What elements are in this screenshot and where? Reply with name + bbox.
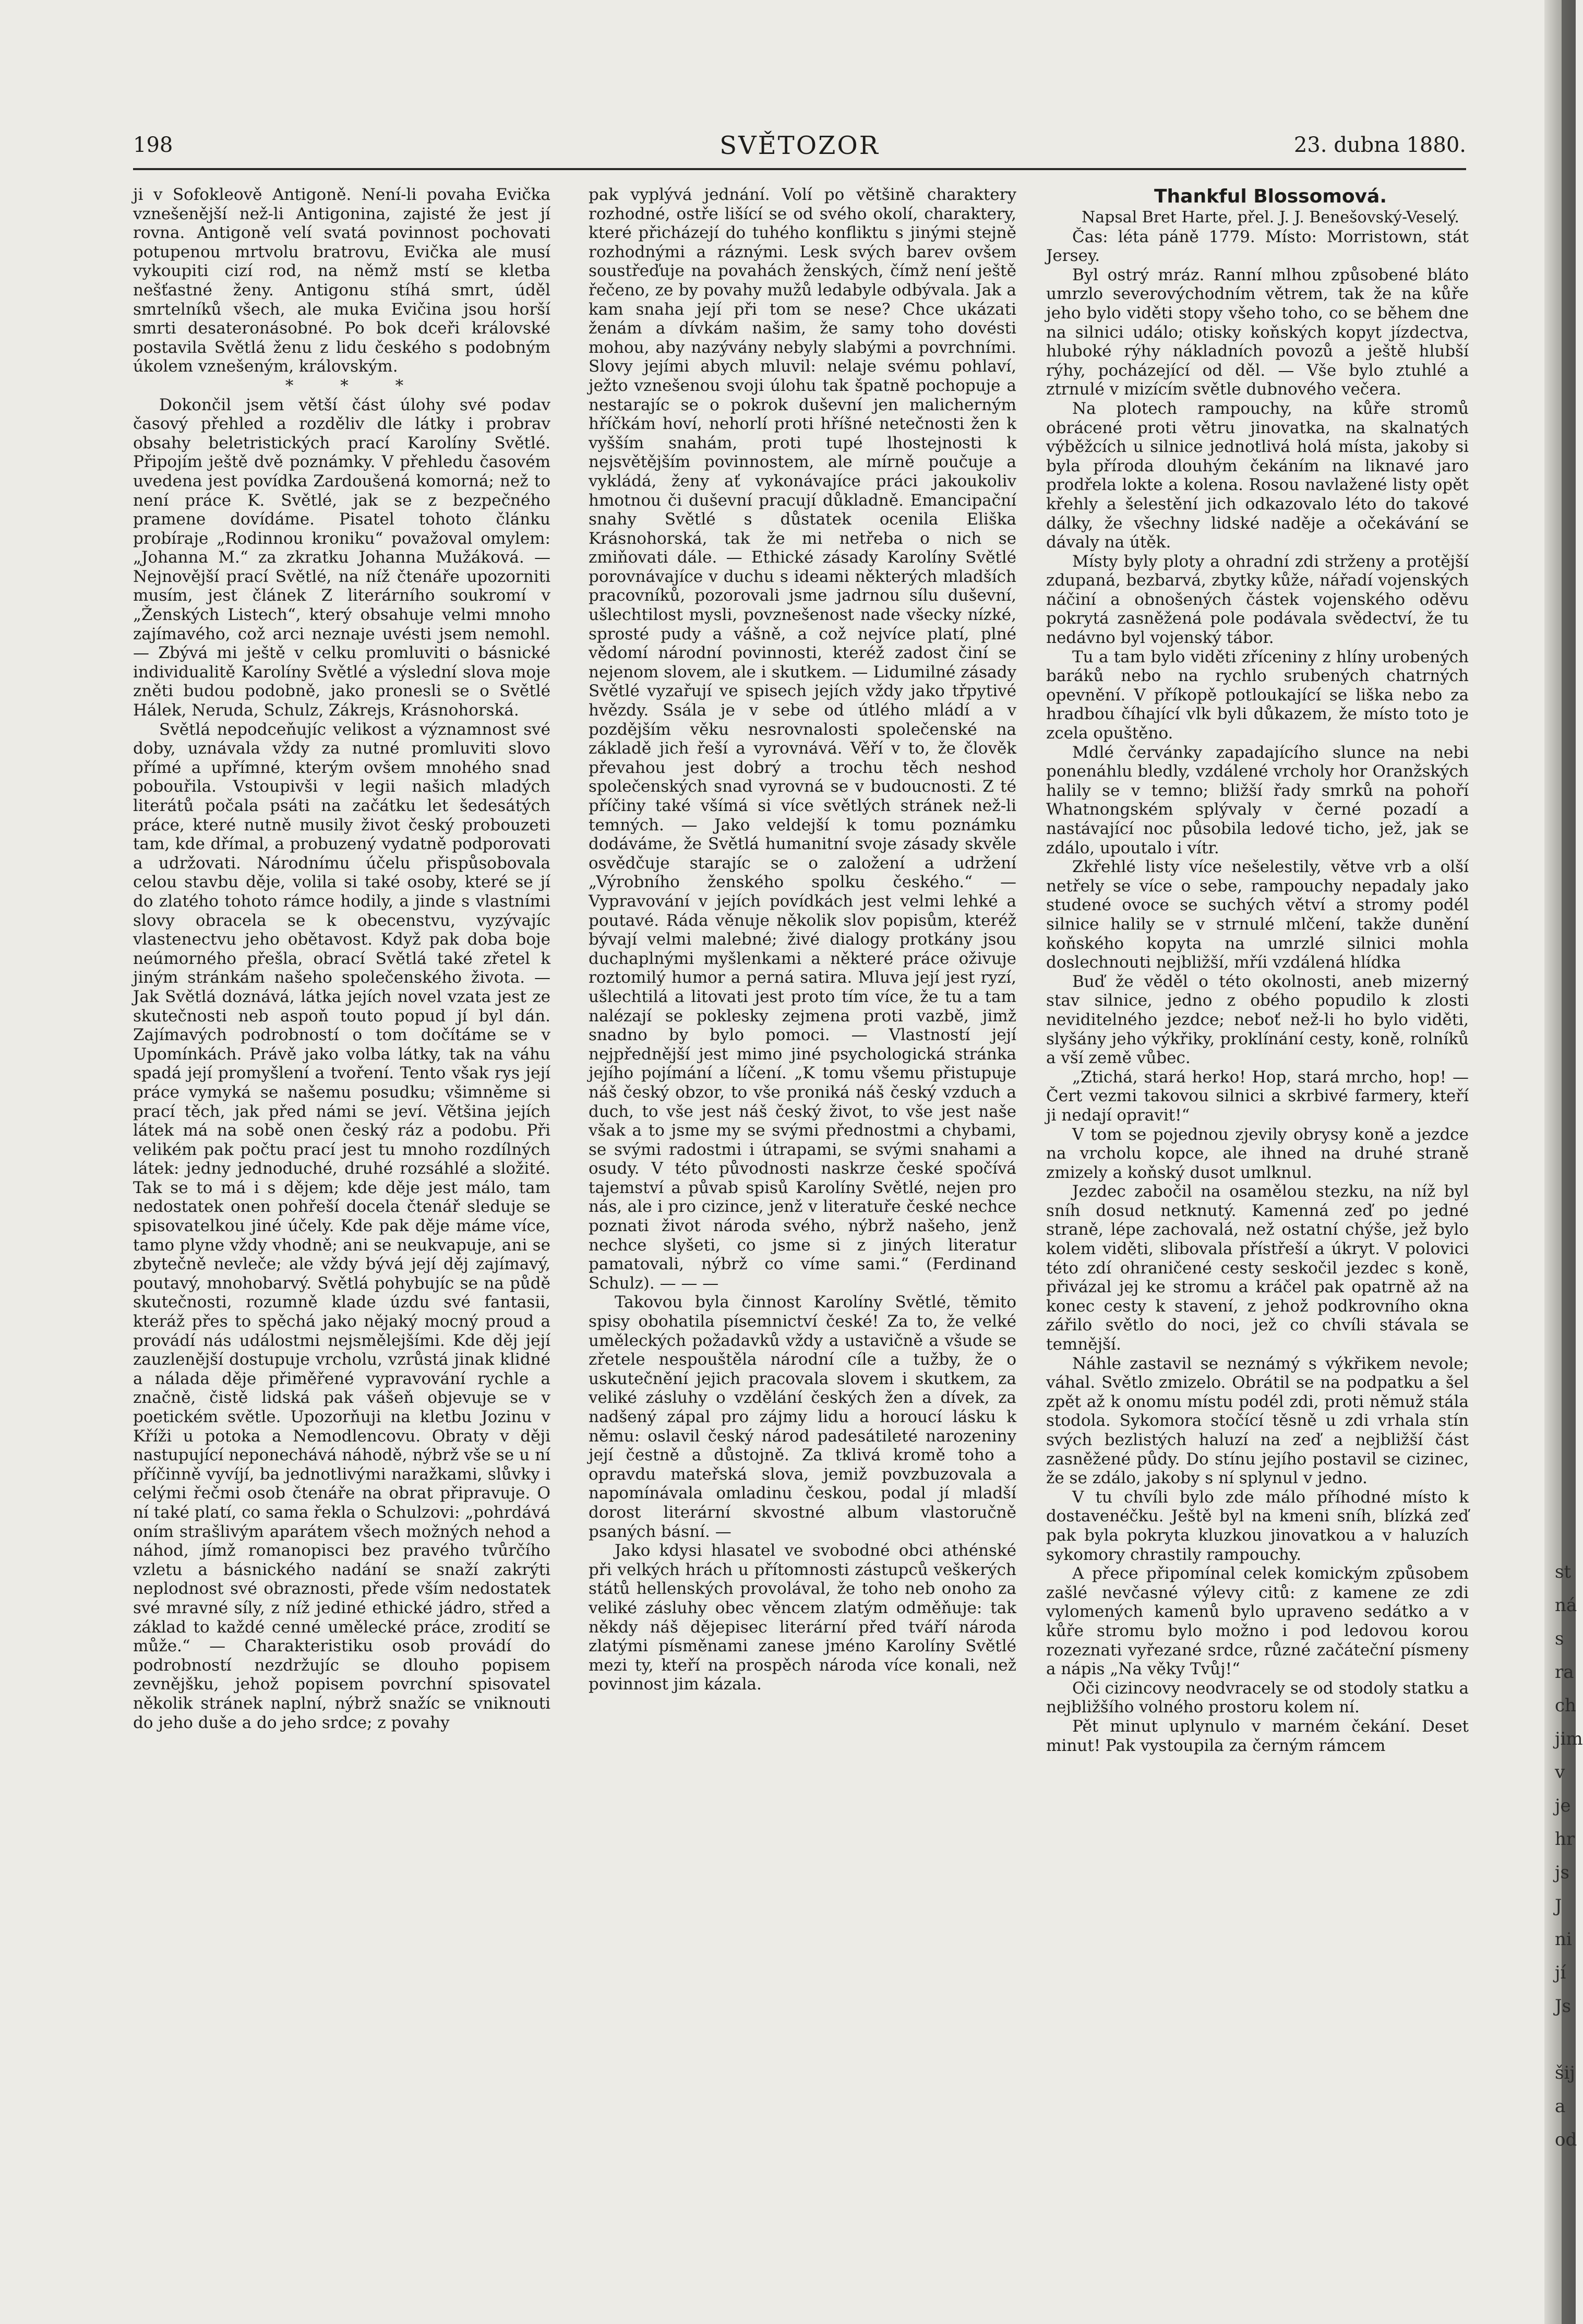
paragraph: Takovou byla činnost Karolíny Světlé, těmito spisy obohatila písemnictví české! Za to, že velké uměleckých požadavků vždy a ustavičně a všude se zřetele nespouštěla národní cíle a tužby, že o uskutečnění jejich pracovala slovem i skutkem, za veliké zásluhy o vzdělání českých žen a dívek, za nadšený zápal pro zájmy lidu a horoucí lásku k němu: oslavil český národ padesátileté narozeniny její čestně a důstojně. Za tklivá kromě toho a opravdu mateřská slova, jemiž povzbuzovala a napomínávala omladinu českou, podal jí mladší dorost literární skvostné album vlastoručně psaných básní. — xyxy=(589,1293,1016,1541)
header-rule xyxy=(133,168,1466,170)
fragment: ná xyxy=(1555,1595,1577,1616)
paragraph: V tom se pojednou zjevily obrysy koně a jezdce na vrcholu kopce, ale ihned na druhé straně zmizely a koňský dusot umlknul. xyxy=(1046,1125,1469,1182)
paragraph: „Ztichá, stará herko! Hop, stará mrcho, hop! — Čert vezmi takovou silnici a skrbivé farmery, kteří ji nedají opravit!“ xyxy=(1046,1067,1469,1125)
fragment: je xyxy=(1555,1795,1571,1816)
paragraph: Oči cizincovy neodvracely se od stodoly statku a nejbližšího volného prostoru kolem ní. xyxy=(1046,1678,1469,1717)
issue-date: 23. dubna 1880. xyxy=(1293,133,1466,157)
fragment xyxy=(1555,2023,1576,2056)
fragment: ch xyxy=(1555,1695,1576,1716)
paragraph: Dokončil jsem větší část úlohy své podav časový přehled a rozděliv dle látky i probrav obsahy beletristických prací Karolíny Světlé. Připojím ještě dvě poznámky. V přehledu časovém uvedena jest povídka Zardoušená komorná; než to není práce K. Světlé, jak se z bezpečného pramene dovídáme. Pisatel tohoto článku probíraje „Rodinnou kroniku“ považoval omylem: „Johanna M.“ za zkratku Johanna Mužáková. — Nejnovější prací Světlé, na níž čtenáře upozorniti musím, jest článek Z literárního soukromí v „Ženských Listech“, který obsahuje velmi mnoho zajímavého, což arci neznaje uvésti jsem nemohl. — Zbývá mi ještě v celku promluviti o básnické individualitě Karolíny Světlé a výslední slova moje zněti budou podobně, jako pronesli se o Světlé Hálek, Neruda, Schulz, Zákrejs, Krásnohorská. xyxy=(133,395,550,720)
fragment: šij xyxy=(1555,2063,1575,2083)
paragraph: Tu a tam bylo viděti zříceniny z hlíny urobených baráků nebo na rychlo srubených chatrných opevnění. V příkopě potloukající se liška nebo za hradbou číhající vlk byli důkazem, že místo toto je zcela opuštěno. xyxy=(1046,647,1469,743)
article-title: Thankful Blossomová. xyxy=(1154,186,1387,207)
fragment: a xyxy=(1555,2096,1566,2117)
paragraph: Buď že věděl o této okolnosti, aneb mizerný stav silnice, jedno z obého popudilo k zlosti neviditelného jezdce; neboť než-li ho bylo viděti, slyšány jeho výkřiky, proklínání cesty, koně, rolníků a vší země vůbec. xyxy=(1046,972,1469,1068)
fragment: J xyxy=(1555,1896,1562,1916)
paragraph: Jako kdysi hlasatel ve svobodné obci athénské při velkých hrách u přítomnosti zástupců veškerých států hellenských provolával, že toho neb onoho za veliké zásluhy obec věncem zlatým odměňuje: tak někdy náš dějepisec literární před tváří národa zlatými písměnami zanese jméno Karolíny Světlé mezi ty, kteří na prospěch národa více konali, než povinnost jim kázala. xyxy=(589,1541,1016,1694)
paragraph: Čas: léta páně 1779. Místo: Morristown, stát Jersey. xyxy=(1046,227,1469,266)
paragraph: V tu chvíli bylo zde málo příhodné místo k dostavenéčku. Ještě byl na kmeni sníh, blízká zeď pak byla pokryta kluzkou jinovatkou a v haluzích sykomory chrastily rampouchy. xyxy=(1046,1487,1469,1564)
paragraph: Jezdec zabočil na osamělou stezku, na níž byl sníh dosud netknutý. Kamenná zeď po jedné straně, lépe zachovalá, než ostatní chýše, jež bylo kolem viděti, slibovala přístřeší a úkryt. V polovici této zdí ohraničené cesty seskočil jezdec s koně, přivázal jej ke stromu a kráčel pak opatrně až na konec cesty k stavení, z jehož podkrovního okna zářilo světlo do noci, jež co chvíli stávala se temnější. xyxy=(1046,1182,1469,1354)
fragment: s xyxy=(1555,1628,1564,1649)
fragment: jim xyxy=(1555,1729,1583,1749)
paragraph: Byl ostrý mráz. Ranní mlhou způsobené bláto umrzlo severovýchodním větrem, tak že na kůře jeho bylo viděti stopy všeho toho, co se během dne na silnici událo; otisky koňských kopyt jízdectva, hluboké rýhy nákladních povozů a ještě hlubší rýhy, pocházející od děl. — Vše bylo ztuhlé a ztrnulé v mizícím světle dubnového večera. xyxy=(1046,265,1469,399)
column-middle xyxy=(589,185,1016,2231)
paragraph: Zkřehlé listy více nešelestily, větve vrb a olší netřely se více o sebe, rampouchy nepadaly jako studené ovoce se suchých větví a stromy podél silnice halily se v strnulé mlčení, takže dunění koňského kopyta na umrzlé silnici mohla doslechnouti nejbližší, mříi vzdálená hlídka xyxy=(1046,857,1469,972)
paragraph: Náhle zastavil se neznámý s výkřikem nevole; váhal. Světlo zmizelo. Obrátil se na podpatku a šel zpět až k onomu místu podél zdi, proti němuž stála stodola. Sykomora stočící těsně u zdi vrhala stín svých bezlistých haluzí na zeď a nejbližší část zasněžené půdy. Do stínu jejího postavil se cizinec, že se zdálo, jakoby s ní splynul v jedno. xyxy=(1046,1354,1469,1488)
page-number: 198 xyxy=(133,133,173,157)
paragraph: Světlá nepodceňujíc velikost a významnost své doby, uznávala vždy za nutné promluviti slovo přímé a upřímné, kterým ovšem mnohého snad pobouřila. Vstoupivši v legii našich mladých literátů počala psáti na začátku let šedesátých práce, které nutně musily život český probouzeti tam, kde dřímal, a probuzený vydatně podporovati a udržovati. Národnímu účelu přispůsobovala celou stavbu děje, volila si také osoby, které se jí do zlatého tohoto rámce hodily, a jinde s vlastními slovy obracela se k obecenstvu, vyzývajíc vlastenectvu jeho obětavost. Když pak doba boje neúmorného přešla, obrací Světlá také zřetel k jiným stránkám našeho společenského života. — Jak Světlá doznává, látka jejích novel vzata jest ze skutečnosti neb aspoň touto popud jí byl dán. Zajímavých podrobností o tom dočítáme se v Upomínkách. Právě jako volba látky, tak na váhu spadá její promyšlení a tvoření. Tento však rys její práce vymyká se našemu posudku; všimněme si prací těch, jak před námi se jeví. Většina jejích látek má na sobě onen český ráz a podobu. Při velikém pak počtu prací jest tu mnoho rozdílných látek: jedny jednoduché, druhé rozsáhlé a složité. Tak se to má i s dějem; kde děje jest málo, tam nedostatek onen pohřeší docela čtenář sleduje se spisovatelkou jiné účely. Kde pak děje máme více, tamo plyne vždy vhodně; ani se neukvapuje, ani se zbytečně nevleče; ale vždy bývá její děj zajímavý, poutavý, mnohobarvý. Světlá pohybujíc se na půdě skutečnosti, rozumně klade úzdu své fantasii, kteráž přes to spěchá jako nějaký mocný proud a provádí nás událostmi nejsmělejšími. Kde děj její zauzlenější dostupuje vrcholu, vzrůstá jinak klidné a nálada děje přiměřené vypravování rychle a značně, čistě lidská pak vášeň objevuje se v poetickém světle. Upozorňuji na kletbu Jozinu v Kříži u potoka a Nemodlencovu. Obraty v ději nastupující neponechává náhodě, nýbrž vše se u ní příčinně vyvíjí, ba jednotlivými naražkami, slůvky i celými řečmi osob čtenáře na obrat připravuje. O ní také platí, co sama řekla o Schulzovi: „pohrdává oním strašlivým aparátem všech možných nehod a náhod, jímž romanopisci bez pravého tvůrčího vzletu a básnického nadání se snaží zakrýti neplodnost své obraznosti, přede vším nedostatek své mravné síly, z níž jediné ethické jádro, střed a základ to každé cenné umělecké práce, zrodití se může.“ — Charakteristiku osob provádí do podrobností nezdržujíc se dlouho popisem zevnějšku, jehož popisem povrchní spisovatel několik stránek naplní, nýbrž snažíc se vniknouti do jeho duše a do jeho srdce; z povahy xyxy=(133,720,550,1732)
paragraph: Pět minut uplynulo v marném čekání. Deset minut! Pak vystoupila za černým rámcem xyxy=(1046,1717,1469,1755)
fragment: od xyxy=(1555,2129,1577,2150)
fragment: js xyxy=(1555,1862,1569,1883)
paragraph: Mdlé červánky zapadajícího slunce na nebi ponenáhlu bledly, vzdálené vrcholy hor Oranžských halily se v temno; bližší řady smrků na pohoří Whatnongském splývaly v černé pozadí a nastávající noc působila ledové ticho, jež, jak se zdálo, upoutalo i vítr. xyxy=(1046,743,1469,857)
fragment: hr xyxy=(1555,1829,1575,1850)
section-separator: * * * xyxy=(285,376,425,395)
journal-title: SVĚTOZOR xyxy=(719,131,880,160)
fragment: ra xyxy=(1555,1662,1574,1683)
fragment: jí xyxy=(1555,1962,1566,1983)
paragraph: A přece připomínal celek komickým způsobem zašlé nevčasné výlevy citů: z kamene ze zdi vylomených kamenů bylo upraveno sedátko a v kůře stromu bylo možno i pod ledovou korou rozeznati vyřezané srdce, různé začáteční písmeny a nápis „Na věky Tvůj!“ xyxy=(1046,1564,1469,1679)
page-header xyxy=(133,133,1466,164)
column-right xyxy=(1046,185,1469,2231)
column-left xyxy=(133,185,550,2231)
paragraph: ji v Sofokleově Antigoně. Není-li povaha Evička vznešenější než-li Antigonina, zajisté že jest jí rovna. Antigoně velí svatá povinnost pochovati potupenou mrtvolu bratrovu, Evička ale musí vykoupiti cizí rod, na němž mstí se kletba nešťastné ženy. Antigonu stíhá smrt, úděl smrtelníků všech, ale muka Evičina jsou horší smrti desateronásobné. Po bok dceři královské postavila Světlá ženu z lidu českého s podobným úkolem vznešeným, královským. xyxy=(133,185,550,376)
fragment: ni xyxy=(1555,1929,1572,1950)
paragraph: pak vyplývá jednání. Volí po většině charaktery rozhodné, ostře lišící se od svého okolí, charaktery, které přicházejí do tuhého konfliktu s jinými stejně rozhodnými a ráznými. Lesk svých barev ovšem soustřeďuje na povahách ženských, čímž není ještě řečeno, ze by povahy mužů ledabyle odbývala. Jak a kam snaha její při tom se nese? Chce ukázati ženám a dívkám našim, že samy toho dovésti mohou, aby nazývány nebyly slabými a povrchními. Slovy jejími abych mluvil: nelaje svému pohlaví, ježto vznešenou svoji úlohu tak špatně pochopuje a nestarajíc se o pokrok duševní jen malicherným hříčkám hoví, nehorlí proti hříšné netečnosti žen k vyšším snahám, proti tupé lhostejnosti k nejsvětějším povinnostem, ale mírně poučuje a vykládá, ženy ať vykonávajíce práci jakoukoliv hmotnou či duševní pracují důkladně. Emancipační snahy Světlé s důstatek ocenila Eliška Krásnohorská, tak že mi netřeba o nich se zmiňovati dále. — Ethické zásady Karolíny Světlé porovnávajíce v duchu s ideami některých mladších pracovníků, pozorovali jsme jadrnou sílu duševní, ušlechtilost mysli, povznešenost nade všecky nízké, sprosté pudy a vášně, a což nejvíce platí, plné vědomí národní povinnosti, kteréž zadost činí se nejenom slovem, ale i skutkem. — Lidumilné zásady Světlé vyzařují ve spisech jejích vždy jako třpytivé hvězdy. Ssála je v sebe od útlého mládí a v pozdějším věku nesrovnalosti společenské na základě jich řeší a vyrovnává. Věří v to, že člověk převahou jest dobrý a trochu těch neshod společenských snad vyrovná se v budoucnosti. Z té příčiny také všímá si více světlých stránek než-li temných. — Jako veldejší k tomu poznámku dodáváme, že Světlá humanitní svoje zásady skvěle osvědčuje starajíc se o založení a udržení „Výrobního ženského spolku českého.“ — Vypravování v jejích povídkách jest velmi lehké a poutavé. Ráda věnuje několik slov popisům, kteréž bývají velmi malebné; živé dialogy protkány jsou duchaplnými myšlenkami a některé práce oživuje roztomilý humor a perná satira. Mluva její jest ryzí, ušlechtilá a litovati jest proto tím více, že tu a tam nalézají se poklesky zejmena proti vazbě, jimž snadno by bylo pomoci. — Vlastností její nejpřednější jest mimo jiné psychologická stránka jejího pojímání a líčení. „K tomu všemu přistupuje náš český obzor, to vše proniká náš český vzduch a duch, to vše jest náš český život, to vše jest naše však a to jsme my se svými přednostmi a chybami, se svými radostmi i útrapami, se svými snahami a osudy. V této původnosti naskrze české spočívá tajemství a půvab spisů Karolíny Světlé, nejen pro nás, ale i pro cizince, jenž v literatuře české nechce poznati život národa svého, nýbrž našeho, jenž nechce slyšeti, co jsme si z jiných literatur pamatovali, nýbrž co víme sami.“ (Ferdinand Schulz). — — — xyxy=(589,185,1016,1293)
paragraph: Na plotech rampouchy, na kůře stromů obrácené proti větru jinovatka, na skalnatých výběžcích u silnice jednotlivá holá místa, jakoby si byla příroda dlouhým čekáním na liknavé jaro prodřela lokte a kolena. Rosou navlažené listy opět křehly a šelestění jich odkazovalo léto do takové dálky, že všechny lidské naděje a očekávání se dávaly na útěk. xyxy=(1046,399,1469,552)
fragment: v xyxy=(1555,1762,1565,1783)
article-byline: Napsal Bret Harte, přel. J. J. Benešovský-Veselý. xyxy=(1082,208,1459,227)
adjacent-page-fragments xyxy=(1555,1555,1583,2156)
fragment: Js xyxy=(1555,1996,1572,2017)
fragment: st xyxy=(1555,1562,1572,1582)
paragraph: Místy byly ploty a ohradní zdi strženy a protější zdupaná, bezbarvá, zbytky kůže, nářadí vojenských náčiní a obnošených částek vojenského oděvu pokrytá zasněžená pole podávala svědectví, že tu nedávno byl vojenský tábor. xyxy=(1046,552,1469,648)
